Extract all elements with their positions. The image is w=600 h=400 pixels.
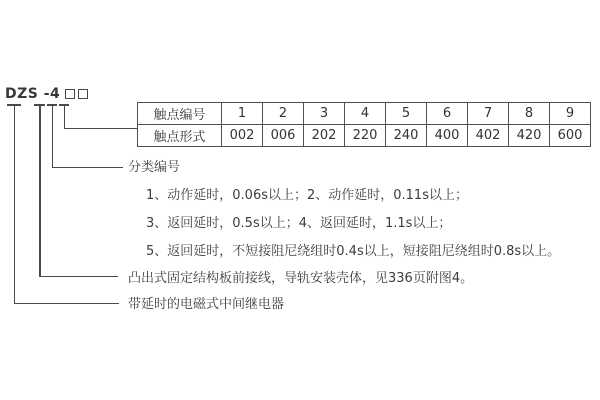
table-cell: 4 [345, 103, 386, 125]
table-cell: 600 [550, 125, 591, 147]
contact-spec-table [137, 102, 591, 147]
mount-callout-arm [39, 276, 118, 278]
table-cell: 202 [304, 125, 345, 147]
category-note-2: 3、返回延时，0.5s以上；4、返回延时，1.1s以上； [146, 216, 452, 231]
contact-number-row [138, 103, 591, 125]
category-note-1: 1、动作延时，0.06s以上；2、动作延时，0.11s以上； [146, 188, 468, 203]
table-cell: 220 [345, 125, 386, 147]
model-code-text: DZS -4 [5, 86, 61, 102]
table-cell: 400 [427, 125, 468, 147]
model-code [5, 86, 88, 102]
table-cell: 7 [468, 103, 509, 125]
table-cell: 6 [427, 103, 468, 125]
row-header-contact-number: 触点编号 [138, 103, 222, 125]
category-callout-stem [52, 104, 54, 168]
row-header-contact-form: 触点形式 [138, 125, 222, 147]
model-placeholder-box-1 [65, 89, 75, 99]
table-cell: 5 [386, 103, 427, 125]
model-placeholder-box-2 [78, 89, 88, 99]
relay-type-label: 带延时的电磁式中间继电器 [128, 297, 285, 312]
relay-callout-stem [14, 104, 16, 304]
table-cell: 8 [509, 103, 550, 125]
table-callout-arm [64, 128, 138, 130]
table-cell: 402 [468, 125, 509, 147]
table-cell: 002 [222, 125, 263, 147]
table-cell: 006 [263, 125, 304, 147]
relay-callout-arm [14, 303, 119, 305]
table-cell: 420 [509, 125, 550, 147]
mount-structure-label: 凸出式固定结构板前接线，导轨安装壳体，见336页附图4。 [128, 271, 474, 286]
table-cell: 240 [386, 125, 427, 147]
table-cell: 9 [550, 103, 591, 125]
contact-form-row [138, 125, 591, 147]
table-callout-stem [64, 104, 66, 129]
category-note-3: 5、返回延时，不短接阻尼绕组时0.4s以上，短接阻尼绕组时0.8s以上。 [146, 244, 561, 259]
table-cell: 2 [263, 103, 304, 125]
mount-callout-stem [39, 104, 41, 277]
category-callout-arm [52, 167, 123, 169]
category-label: 分类编号 [128, 160, 181, 175]
table-cell: 1 [222, 103, 263, 125]
table-cell: 3 [304, 103, 345, 125]
